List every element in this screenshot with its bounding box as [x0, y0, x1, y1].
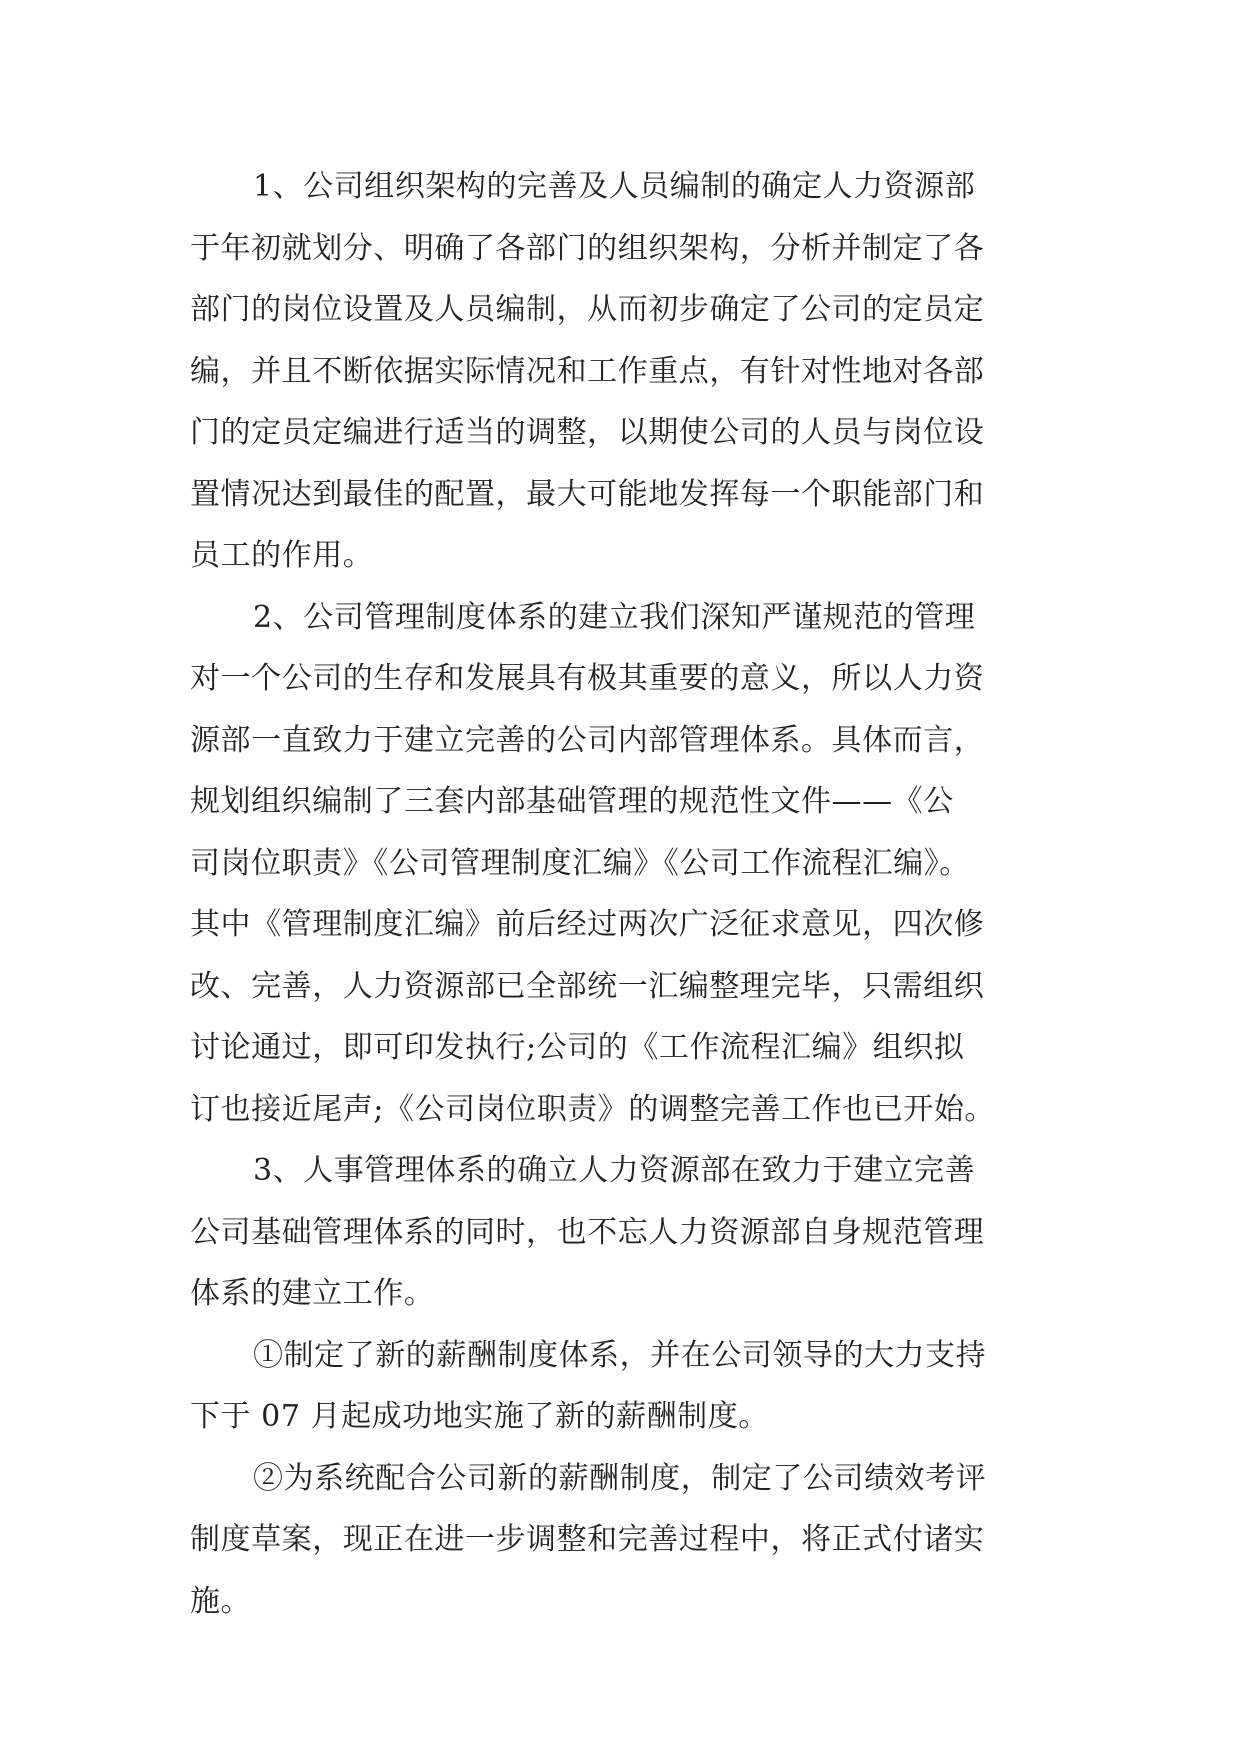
- paragraph-line: ①制定了新的薪酬制度体系，并在公司领导的大力支持: [253, 1337, 987, 1373]
- paragraph-line: 规划组织编制了三套内部基础管理的规范性文件——《公: [190, 784, 954, 819]
- paragraph-line: 1、公司组织架构的完善及人员编制的确定人力资源部: [253, 169, 976, 204]
- document-body: [190, 156, 1050, 1632]
- paragraph-line: 讨论通过，即可印发执行;公司的《工作流程汇编》组织拟: [190, 1030, 965, 1065]
- paragraph-line: ②为系统配合公司新的薪酬制度，制定了公司绩效考评: [253, 1460, 987, 1496]
- paragraph-line: 公司基础管理体系的同时，也不忘人力资源部自身规范管理: [190, 1214, 985, 1250]
- paragraph-line: 改、完善，人力资源部已全部统一汇编整理完毕，只需组织: [190, 968, 985, 1004]
- paragraph-line: 其中《管理制度汇编》前后经过两次广泛征求意见，四次修: [190, 907, 985, 942]
- paragraph-line: 编，并且不断依据实际情况和工作重点，有针对性地对各部: [190, 353, 985, 389]
- paragraph-line: 制度草案，现正在进一步调整和完善过程中，将正式付诸实: [190, 1522, 985, 1557]
- paragraph-line: 施。: [190, 1583, 252, 1619]
- paragraph-line: 2、公司管理制度体系的建立我们深知严谨规范的管理: [253, 599, 976, 635]
- paragraph-4: [190, 1325, 1050, 1448]
- paragraph-5: [190, 1448, 1050, 1633]
- paragraph-line: 3、人事管理体系的确立人力资源部在致力于建立完善: [253, 1153, 976, 1188]
- paragraph-line: 门的定员定编进行适当的调整，以期使公司的人员与岗位设: [190, 415, 985, 450]
- paragraph-line: 部门的岗位设置及人员编制，从而初步确定了公司的定员定: [190, 292, 985, 327]
- paragraph-line: 源部一直致力于建立完善的公司内部管理体系。具体而言，: [190, 722, 985, 758]
- paragraph-line: 下于 07 月起成功地实施了新的薪酬制度。: [190, 1399, 769, 1434]
- paragraph-line: 员工的作用。: [190, 538, 374, 573]
- paragraph-3: [190, 1140, 1050, 1325]
- paragraph-line: 置情况达到最佳的配置，最大可能地发挥每一个职能部门和: [190, 476, 985, 512]
- paragraph-line: 体系的建立工作。: [190, 1276, 435, 1311]
- paragraph-line: 订也接近尾声;《公司岗位职责》的调整完善工作也已开始。: [190, 1091, 995, 1127]
- paragraph-line: 司岗位职责》《公司管理制度汇编》《公司工作流程汇编》。: [190, 845, 970, 881]
- paragraph-1: [190, 156, 1050, 587]
- paragraph-line: 对一个公司的生存和发展具有极其重要的意义，所以人力资: [190, 661, 985, 696]
- paragraph-2: [190, 587, 1050, 1141]
- paragraph-line: 于年初就划分、明确了各部门的组织架构，分析并制定了各: [190, 230, 985, 266]
